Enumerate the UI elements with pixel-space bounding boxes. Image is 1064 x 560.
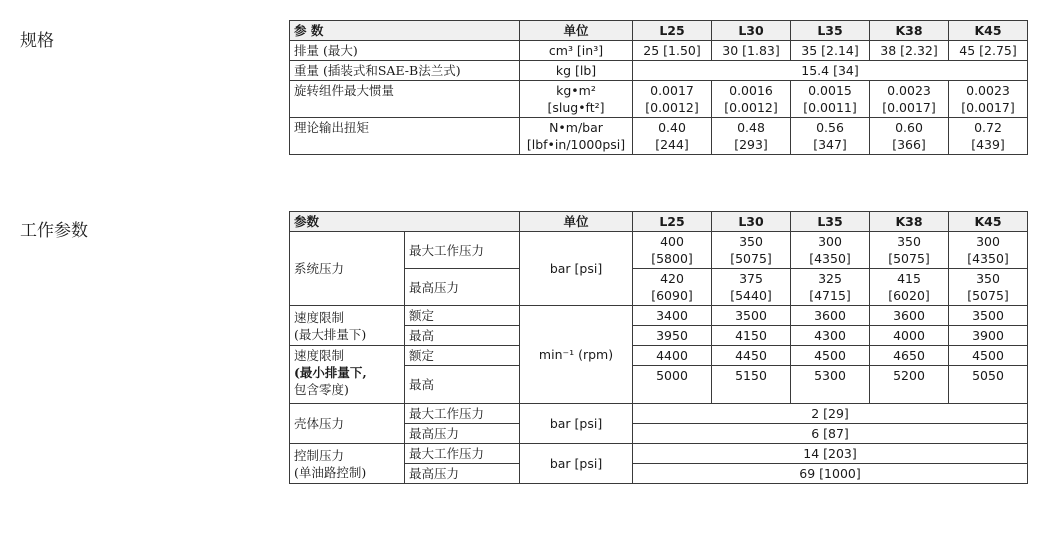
table-row (290, 444, 1028, 464)
value-line: [5075] (888, 251, 930, 266)
value-line: [0.0017] (882, 100, 936, 115)
param-label: 旋转组件最大惯量 (290, 81, 520, 118)
param-label-line: 包含零度) (294, 382, 349, 397)
merged-value-cell: 6 [87] (633, 424, 1028, 444)
value-cell: 4650 (870, 346, 949, 366)
value-cell (949, 269, 1028, 306)
param-label-line: (最小排量下, (294, 365, 367, 380)
unit-cell (520, 81, 633, 118)
header-model: K38 (870, 21, 949, 41)
param-label-line: 速度限制 (294, 309, 345, 325)
value-line: [4715] (809, 288, 851, 303)
value-cell (791, 269, 870, 306)
spec-header-row (290, 21, 1028, 41)
value-cell (791, 232, 870, 269)
param-label: 排量 (最大) (290, 41, 520, 61)
table-row (290, 41, 1028, 61)
header-model: L35 (791, 21, 870, 41)
value-cell: 4450 (712, 346, 791, 366)
value-line: [293] (734, 137, 768, 152)
value-cell: 3900 (949, 326, 1028, 346)
param-label (290, 306, 405, 346)
value-line: [5800] (651, 251, 693, 266)
value-cell (870, 269, 949, 306)
table-row (290, 61, 1028, 81)
header-model: L25 (633, 21, 712, 41)
value-line: [6020] (888, 288, 930, 303)
value-cell: 35 [2.14] (791, 41, 870, 61)
unit-cell (520, 118, 633, 155)
table-row (290, 404, 1028, 424)
value-cell: 3500 (712, 306, 791, 326)
unit-line: kg•m² (556, 83, 596, 98)
value-cell (712, 232, 791, 269)
header-model: L35 (791, 212, 870, 232)
value-cell (949, 232, 1028, 269)
value-cell: 4300 (791, 326, 870, 346)
sub-param-label: 最高压力 (405, 269, 520, 306)
param-label: 壳体压力 (290, 404, 405, 444)
unit-cell: bar [psi] (520, 232, 633, 306)
value-line: 325 (818, 271, 842, 286)
section-title-spec: 规格 (20, 31, 54, 51)
value-cell: 4500 (791, 346, 870, 366)
value-line: [5075] (730, 251, 772, 266)
operating-params-table (289, 211, 1028, 484)
value-line: [0.0017] (961, 100, 1015, 115)
merged-value-cell: 14 [203] (633, 444, 1028, 464)
header-model: K38 (870, 212, 949, 232)
value-line: 0.72 (974, 120, 1002, 135)
value-line: [366] (892, 137, 926, 152)
section-title-operating-params: 工作参数 (20, 221, 88, 241)
value-line: [5075] (967, 288, 1009, 303)
table-row (290, 346, 1028, 366)
value-line: 0.48 (737, 120, 765, 135)
value-line: [6090] (651, 288, 693, 303)
sub-param-label: 最高压力 (405, 464, 520, 484)
value-cell: 38 [2.32] (870, 41, 949, 61)
value-line: 0.40 (658, 120, 686, 135)
value-cell: 4400 (633, 346, 712, 366)
unit-cell: cm³ [in³] (520, 41, 633, 61)
sub-param-label: 最高压力 (405, 424, 520, 444)
value-cell: 5050 (949, 366, 1028, 404)
value-line: [5440] (730, 288, 772, 303)
value-cell (949, 118, 1028, 155)
value-line: 350 (739, 234, 763, 249)
header-model: L30 (712, 212, 791, 232)
unit-line: N•m/bar (549, 120, 603, 135)
value-cell (633, 118, 712, 155)
value-line: [244] (655, 137, 689, 152)
value-cell: 4150 (712, 326, 791, 346)
unit-cell: min⁻¹ (rpm) (520, 306, 633, 404)
value-cell (870, 118, 949, 155)
merged-value-cell: 69 [1000] (633, 464, 1028, 484)
value-cell (633, 269, 712, 306)
header-model: L25 (633, 212, 712, 232)
value-cell (633, 232, 712, 269)
ops-header-row (290, 212, 1028, 232)
value-line: [4350] (809, 251, 851, 266)
value-cell: 4500 (949, 346, 1028, 366)
header-model: L30 (712, 21, 791, 41)
header-param: 参数 (290, 212, 520, 232)
value-line: [4350] (967, 251, 1009, 266)
value-cell (712, 81, 791, 118)
header-unit: 单位 (520, 21, 633, 41)
header-model: K45 (949, 21, 1028, 41)
sub-param-label: 额定 (405, 346, 520, 366)
header-param: 参 数 (290, 21, 520, 41)
value-line: 0.56 (816, 120, 844, 135)
value-cell: 3600 (870, 306, 949, 326)
value-line: 300 (976, 234, 1000, 249)
value-cell: 3950 (633, 326, 712, 346)
value-cell (949, 81, 1028, 118)
value-cell: 30 [1.83] (712, 41, 791, 61)
merged-value-cell: 15.4 [34] (633, 61, 1028, 81)
value-cell: 5200 (870, 366, 949, 404)
value-cell: 25 [1.50] (633, 41, 712, 61)
value-line: 375 (739, 271, 763, 286)
table-row (290, 118, 1028, 155)
spec-table (289, 20, 1028, 155)
value-line: 0.0015 (808, 83, 852, 98)
value-cell: 3600 (791, 306, 870, 326)
value-cell (633, 81, 712, 118)
value-cell: 3400 (633, 306, 712, 326)
value-line: [0.0012] (645, 100, 699, 115)
value-line: 0.0017 (650, 83, 694, 98)
param-label-line: (最大排量下) (294, 326, 367, 342)
value-line: 415 (897, 271, 921, 286)
unit-cell: bar [psi] (520, 404, 633, 444)
unit-line: [slug•ft²] (547, 100, 605, 115)
value-line: 300 (818, 234, 842, 249)
merged-value-cell: 2 [29] (633, 404, 1028, 424)
value-cell: 5300 (791, 366, 870, 404)
value-cell: 5150 (712, 366, 791, 404)
value-line: 0.0023 (966, 83, 1010, 98)
param-label-line: 控制压力 (294, 447, 345, 463)
value-cell: 4000 (870, 326, 949, 346)
param-label: 系统压力 (290, 232, 405, 306)
sub-param-label: 额定 (405, 306, 520, 326)
sub-param-label: 最大工作压力 (405, 232, 520, 269)
param-label-line: 速度限制 (294, 348, 345, 363)
sub-param-label: 最大工作压力 (405, 404, 520, 424)
value-line: [0.0011] (803, 100, 857, 115)
value-line: 350 (976, 271, 1000, 286)
value-line: 350 (897, 234, 921, 249)
table-row (290, 232, 1028, 269)
value-line: [439] (971, 137, 1005, 152)
sub-param-label: 最高 (405, 366, 520, 404)
value-cell (712, 118, 791, 155)
value-cell (712, 269, 791, 306)
value-line: 420 (660, 271, 684, 286)
value-line: 0.60 (895, 120, 923, 135)
value-cell (870, 232, 949, 269)
value-cell (791, 81, 870, 118)
header-model: K45 (949, 212, 1028, 232)
value-cell (791, 118, 870, 155)
table-row (290, 81, 1028, 118)
sub-param-label: 最高 (405, 326, 520, 346)
value-cell (870, 81, 949, 118)
header-unit: 单位 (520, 212, 633, 232)
unit-cell: bar [psi] (520, 444, 633, 484)
param-label-line: (单油路控制) (294, 464, 367, 480)
value-line: 0.0016 (729, 83, 773, 98)
value-cell: 45 [2.75] (949, 41, 1028, 61)
value-line: 0.0023 (887, 83, 931, 98)
table-row (290, 306, 1028, 326)
value-cell: 3500 (949, 306, 1028, 326)
value-line: 400 (660, 234, 684, 249)
unit-line: [lbf•in/1000psi] (526, 137, 626, 152)
value-line: [0.0012] (724, 100, 778, 115)
param-label: 重量 (插装式和SAE-B法兰式) (290, 61, 520, 81)
value-line: [347] (813, 137, 847, 152)
param-label (290, 346, 405, 404)
param-label (290, 444, 405, 484)
param-label: 理论输出扭矩 (290, 118, 520, 155)
unit-cell: kg [lb] (520, 61, 633, 81)
value-cell: 5000 (633, 366, 712, 404)
sub-param-label: 最大工作压力 (405, 444, 520, 464)
